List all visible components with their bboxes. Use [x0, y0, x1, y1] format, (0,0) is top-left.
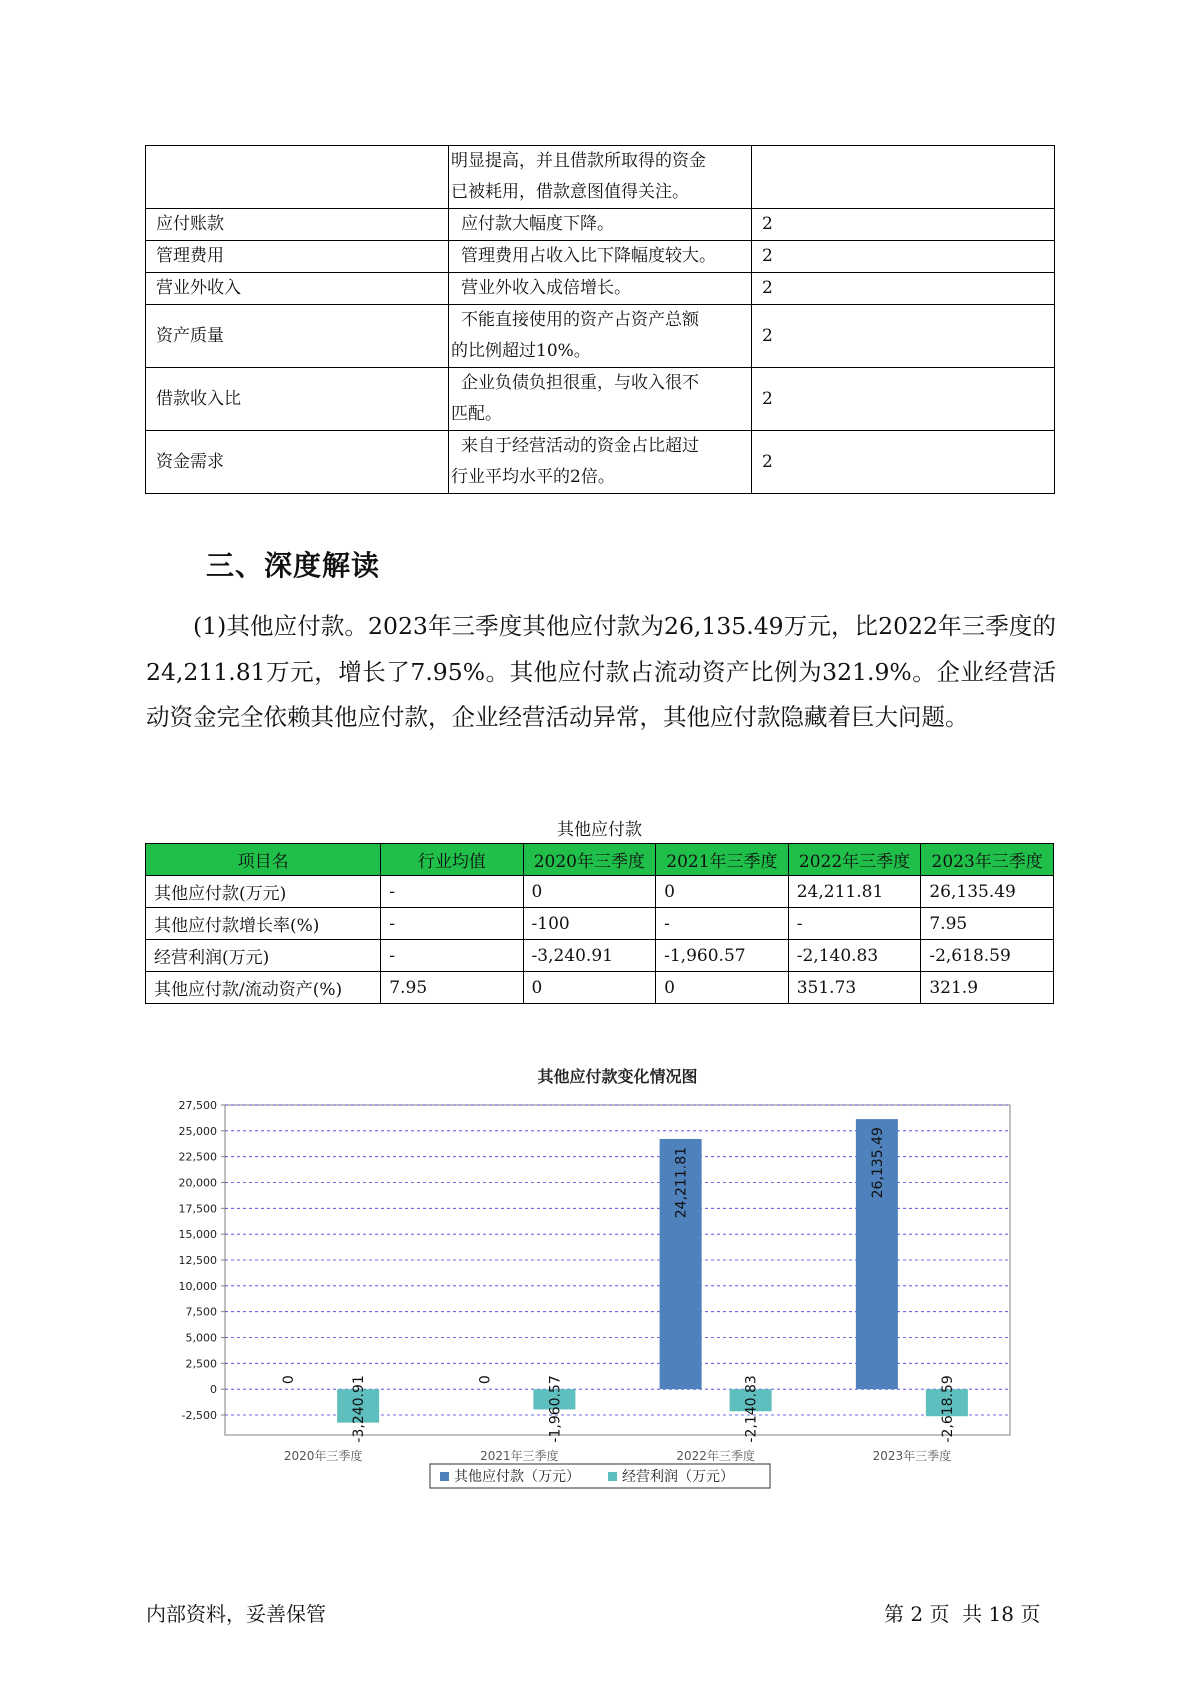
risk-description-line: 管理费用占收入比下降幅度较大。 — [461, 246, 716, 266]
table-row — [146, 876, 1054, 908]
y-tick-label: 2,500 — [185, 1357, 217, 1371]
x-tick-label: 2020年三季度 — [283, 1449, 363, 1463]
x-tick-label: 2023年三季度 — [872, 1449, 952, 1463]
y-tick-label: 25,000 — [178, 1124, 217, 1138]
table-row — [146, 940, 1054, 972]
risk-item: 借款收入比 — [146, 368, 449, 431]
data-label: 26,135.49 — [869, 1127, 886, 1199]
column-header: 2021年三季度 — [656, 844, 789, 876]
table-cell: -100 — [523, 908, 656, 940]
risk-description — [449, 305, 752, 368]
payables-table — [145, 843, 1054, 1004]
risk-item: 应付账款 — [146, 209, 449, 241]
table-cell: 24,211.81 — [788, 876, 921, 908]
risk-score: 2 — [752, 305, 1055, 368]
risk-description-line: 行业平均水平的2倍。 — [451, 467, 615, 487]
table-cell: 351.73 — [788, 972, 921, 1004]
footer-page-number: 第 2 页 共 18 页 — [884, 1602, 1041, 1626]
risk-description-line: 的比例超过10%。 — [451, 341, 591, 361]
column-header: 2023年三季度 — [921, 844, 1054, 876]
risk-score: 2 — [752, 273, 1055, 305]
risk-score: 2 — [752, 209, 1055, 241]
risk-description-line: 已被耗用，借款意图值得关注。 — [451, 182, 689, 202]
table-cell: - — [656, 908, 789, 940]
table-cell: -1,960.57 — [656, 940, 789, 972]
table-header-row — [146, 844, 1054, 876]
row-label: 其他应付款/流动资产(%) — [146, 972, 381, 1004]
data-label: -1,960.57 — [547, 1375, 564, 1443]
row-label: 经营利润(万元) — [146, 940, 381, 972]
chart-title: 其他应付款变化情况图 — [537, 1067, 698, 1086]
table-row — [146, 972, 1054, 1004]
risk-row — [146, 431, 1055, 494]
row-label: 其他应付款增长率(%) — [146, 908, 381, 940]
y-tick-label: 0 — [210, 1383, 217, 1397]
table-cell: - — [381, 940, 523, 972]
risk-item: 营业外收入 — [146, 273, 449, 305]
table-cell: -3,240.91 — [523, 940, 656, 972]
risk-description — [449, 241, 752, 273]
risk-description-line: 企业负债负担很重，与收入很不 — [461, 373, 699, 393]
data-label: 0 — [281, 1375, 298, 1385]
risk-description — [449, 368, 752, 431]
data-label: 24,211.81 — [673, 1146, 690, 1219]
footer-confidential: 内部资料，妥善保管 — [146, 1602, 326, 1626]
risk-description-line: 营业外收入成倍增长。 — [461, 278, 631, 298]
risk-description-line: 来自于经营活动的资金占比超过 — [461, 436, 699, 456]
table-cell: 0 — [656, 876, 789, 908]
risk-row — [146, 305, 1055, 368]
table-row — [146, 908, 1054, 940]
table-cell: - — [381, 908, 523, 940]
table-cell: - — [788, 908, 921, 940]
y-tick-label: -2,500 — [181, 1409, 217, 1422]
table-cell: 0 — [523, 876, 656, 908]
column-header: 2020年三季度 — [523, 844, 656, 876]
risk-row — [146, 209, 1055, 241]
table-cell: 7.95 — [381, 972, 523, 1004]
x-tick-label: 2021年三季度 — [480, 1449, 559, 1463]
row-label: 其他应付款(万元) — [146, 876, 381, 908]
risk-description-line: 匹配。 — [451, 404, 502, 424]
table-cell: - — [381, 876, 523, 908]
y-tick-label: 10,000 — [178, 1279, 217, 1293]
y-tick-label: 12,500 — [178, 1254, 217, 1267]
risk-item: 资产质量 — [146, 305, 449, 368]
risk-row — [146, 368, 1055, 431]
risk-item: 管理费用 — [146, 241, 449, 273]
risk-description — [449, 209, 752, 241]
table-cell: 321.9 — [921, 972, 1054, 1004]
legend-label: 经营利润（万元） — [622, 1469, 734, 1485]
risk-description — [449, 146, 752, 209]
y-tick-label: 20,000 — [178, 1176, 217, 1190]
risk-description — [449, 273, 752, 305]
table-cell: 0 — [523, 972, 656, 1004]
risk-table — [145, 145, 1055, 494]
data-label: -2,140.83 — [743, 1375, 760, 1443]
column-header: 2022年三季度 — [788, 844, 921, 876]
y-tick-label: 17,500 — [178, 1202, 217, 1216]
risk-description-line: 明显提高，并且借款所取得的资金 — [451, 151, 706, 171]
column-header: 行业均值 — [381, 844, 523, 876]
risk-item — [146, 146, 449, 209]
risk-row — [146, 241, 1055, 273]
risk-item: 资金需求 — [146, 431, 449, 494]
data-label: 0 — [477, 1375, 494, 1385]
risk-description-line: 不能直接使用的资产占资产总额 — [461, 310, 699, 330]
table-caption: 其他应付款 — [557, 820, 642, 840]
data-label: -2,618.59 — [939, 1375, 956, 1443]
risk-row — [146, 146, 1055, 209]
y-tick-label: 27,500 — [178, 1099, 217, 1112]
analysis-paragraph: (1)其他应付款。2023年三季度其他应付款为26,135.49万元，比2022年三季度的24,211.81万元，增长了7.95%。其他应付款占流动资产比例为321.9%。企业经营活动资金完全依赖其他应付款，企业经营活动异常，其他应付款隐藏着巨大问题。 — [146, 612, 1056, 731]
y-tick-label: 22,500 — [178, 1150, 217, 1164]
table-cell: 0 — [656, 972, 789, 1004]
table-cell: -2,140.83 — [788, 940, 921, 972]
table-cell: 26,135.49 — [921, 876, 1054, 908]
y-tick-label: 15,000 — [178, 1228, 217, 1242]
risk-score: 2 — [752, 368, 1055, 431]
legend-swatch — [440, 1472, 449, 1481]
column-header: 项目名 — [146, 844, 381, 876]
y-tick-label: 5,000 — [185, 1331, 217, 1345]
legend-label: 其他应付款（万元） — [454, 1469, 580, 1485]
table-cell: 7.95 — [921, 908, 1054, 940]
risk-description — [449, 431, 752, 494]
section-title: 三、深度解读 — [206, 549, 381, 582]
risk-row — [146, 273, 1055, 305]
legend-swatch — [608, 1472, 617, 1481]
payables-chart — [145, 1060, 1045, 1510]
risk-score: 2 — [752, 241, 1055, 273]
data-label: -3,240.91 — [351, 1375, 368, 1443]
risk-score — [752, 146, 1055, 209]
risk-description-line: 应付款大幅度下降。 — [461, 214, 614, 234]
table-cell: -2,618.59 — [921, 940, 1054, 972]
x-tick-label: 2022年三季度 — [676, 1449, 755, 1463]
y-tick-label: 7,500 — [185, 1305, 217, 1319]
risk-score: 2 — [752, 431, 1055, 494]
